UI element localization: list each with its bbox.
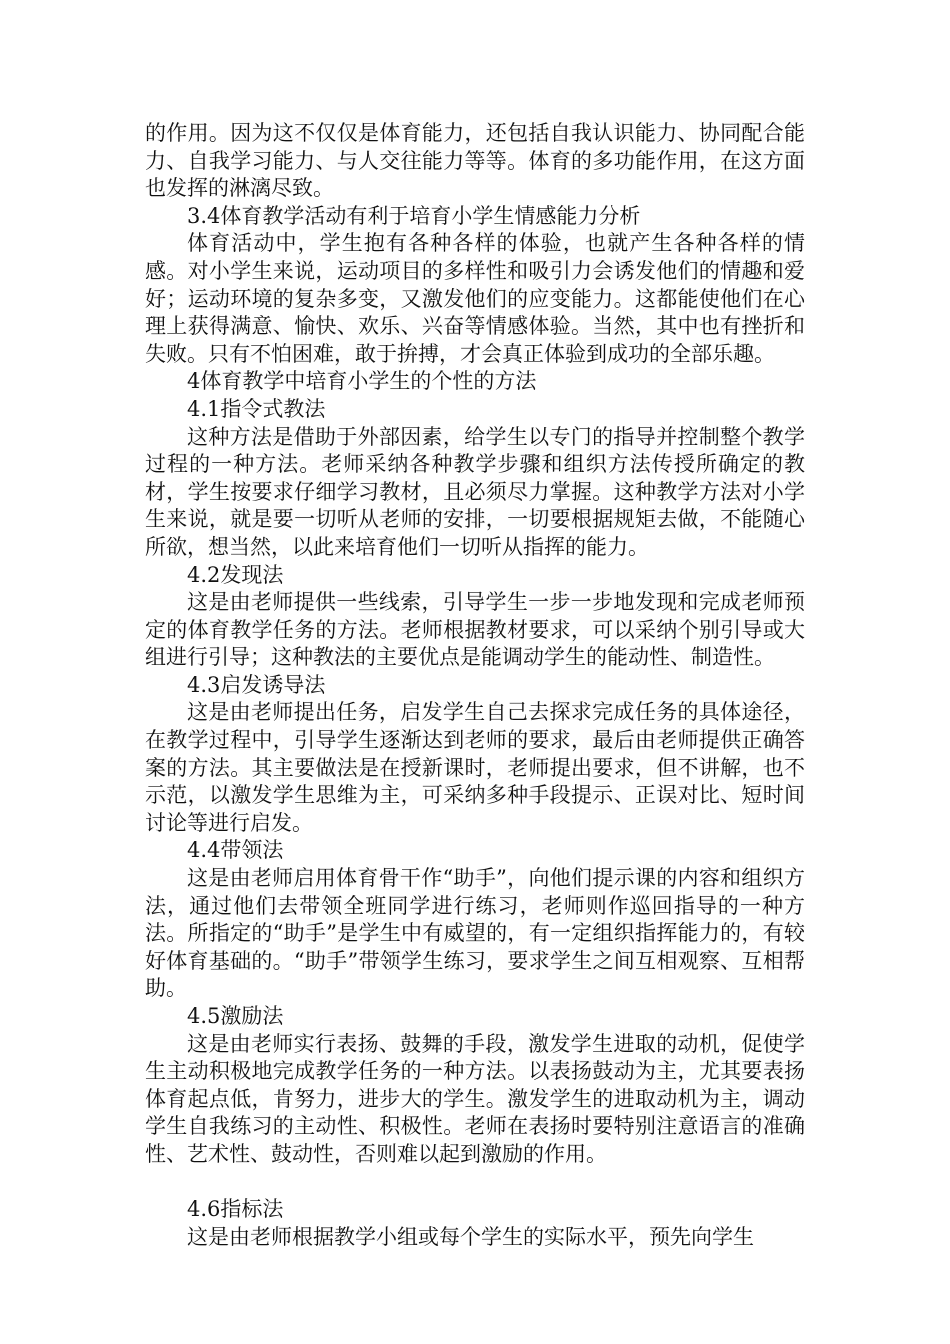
section-heading-4-5: 4.5激励法 xyxy=(187,1004,284,1028)
paragraph-4-6: 这是由老师根据教学小组或每个学生的实际水平，预先向学生 xyxy=(187,1224,754,1249)
section-heading-4-6: 4.6指标法 xyxy=(187,1197,284,1222)
section-heading-4-3: 4.3启发诱导法 xyxy=(187,672,326,697)
section-heading-4-4: 4.4带领法 xyxy=(187,838,284,863)
paragraph-4-1: 这种方法是借助于外部因素，给学生以专门的指导并控制整个教学过程的一种方法。老师采纳各种教学步骤和组织方法传授所确定的教材，学生按要求仔细学习教材，且必须尽力掌握。这种教学方法对小学生来说，就是要一切听从老师的安排，一切要根据规矩去做，不能随心所欲，想当然，以此来培育他们一切听从指挥的能力。 xyxy=(145,424,805,559)
section-heading-4-2: 4.2发现法 xyxy=(187,562,284,587)
paragraph-4-5: 这是由老师实行表扬、鼓舞的手段，激发学生进取的动机，促使学生主动积极地完成教学任务的一种方法。以表扬鼓动为主，尤其要表扬体育起点低，肯努力，进步大的学生。激发学生的进取动机为主，调动学生自我练习的主动性、积极性。老师在表扬时要特别注意语言的准确性、艺术性、鼓动性，否则难以起到激励的作用。 xyxy=(145,1031,805,1166)
paragraph-4-2: 这是由老师提供一些线索，引导学生一步一步地发现和完成老师预定的体育教学任务的方法。老师根据教材要求，可以采纳个别引导或大组进行引导；这种教法的主要优点是能调动学生的能动性、制造性。 xyxy=(145,590,805,670)
section-heading-4-1: 4.1指令式教法 xyxy=(187,396,326,421)
paragraph-4-3: 这是由老师提出任务，启发学生自己去探求完成任务的具体途径，在教学过程中，引导学生逐渐达到老师的要求，最后由老师提供正确答案的方法。其主要做法是在授新课时，老师提出要求，但不讲解，也不示范，以激发学生思维为主，可采纳多种手段提示、正误对比、短时间讨论等进行启发。 xyxy=(145,700,805,835)
blank-line xyxy=(145,1169,805,1197)
paragraph-3-4: 体育活动中，学生抱有各种各样的体验，也就产生各种各样的情感。对小学生来说，运动项目的多样性和吸引力会诱发他们的情趣和爱好；运动环境的复杂多变，又激发他们的应变能力。这都能使他们在心理上获得满意、愉快、欢乐、兴奋等情感体验。当然，其中也有挫折和失败。只有不怕困难，敢于拚搏，才会真正体验到成功的全部乐趣。 xyxy=(145,231,805,366)
document-page xyxy=(145,120,805,1251)
section-heading-4: 4体育教学中培育小学生的个性的方法 xyxy=(187,369,537,394)
section-heading-3-4: 3.4体育教学活动有利于培育小学生情感能力分析 xyxy=(187,203,641,228)
paragraph-continuation: 的作用。因为这不仅仅是体育能力，还包括自我认识能力、协同配合能力、自我学习能力、与人交往能力等等。体育的多功能作用，在这方面也发挥的淋漓尽致。 xyxy=(145,121,805,201)
paragraph-4-4: 这是由老师启用体育骨干作“助手”，向他们提示课的内容和组织方法，通过他们去带领全班同学进行练习，老师则作巡回指导的一种方法。所指定的“助手”是学生中有威望的，有一定组织指挥能力的，有较好体育基础的。“助手”带领学生练习，要求学生之间互相观察、互相帮助。 xyxy=(145,866,805,1001)
